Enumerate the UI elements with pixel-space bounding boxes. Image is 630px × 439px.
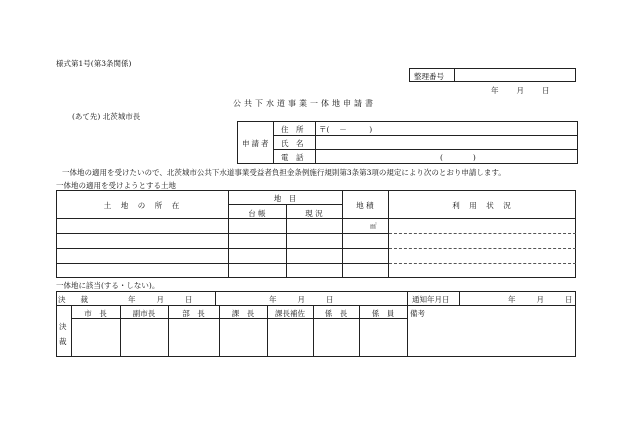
address-label: 住 所	[281, 125, 304, 134]
form-number: 様式第1号(第3条関係)	[56, 59, 132, 68]
role-director: 部 長	[182, 309, 205, 318]
header-category: 地 目	[273, 194, 297, 203]
header-actual: 現 況	[305, 209, 323, 218]
header-register: 台 帳	[248, 209, 266, 218]
side-label-2: 裁	[59, 337, 67, 346]
address-field[interactable]: 〒( － )	[319, 125, 373, 134]
phone-label: 電 話	[281, 153, 304, 162]
role-section-chief: 課 長	[231, 309, 255, 318]
decision-date-2[interactable]: 年 月 日	[269, 295, 336, 304]
remarks-label: 備考	[410, 309, 425, 318]
phone-field[interactable]: ( )	[440, 153, 476, 162]
notice-date[interactable]: 年 月 日	[508, 295, 575, 304]
applicant-group-label: 申請者	[242, 139, 271, 148]
addressee: (あて先) 北茨城市長	[72, 112, 141, 121]
application-date[interactable]: 年 月 日	[491, 86, 551, 95]
header-area: 地 積	[356, 201, 374, 210]
decision-label: 決 裁	[58, 295, 88, 304]
applicability: 一体地に該当(する・しない)。	[56, 281, 160, 290]
role-assistant-chief: 課長補佐	[275, 309, 305, 318]
role-deputy-mayor: 副市長	[132, 309, 156, 318]
decision-date-1[interactable]: 年 月 日	[128, 295, 195, 304]
document-title: 公共下水道事業一体地申請書	[233, 99, 376, 108]
land-section-title: 一体地の適用を受けようとする土地	[56, 181, 176, 190]
name-label: 氏 名	[281, 139, 304, 148]
area-unit: ㎡	[370, 222, 377, 230]
header-location: 土 地 の 所 在	[103, 201, 181, 210]
role-unit-chief: 係 長	[324, 309, 348, 318]
role-staff: 係 員	[371, 309, 395, 318]
role-mayor: 市 長	[84, 309, 107, 318]
header-usage: 利 用 状 況	[452, 201, 512, 210]
side-label-1: 決	[59, 322, 67, 331]
statement: 一体地の適用を受けたいので、北茨城市公共下水道事業受益者負担金条例施行規則第3条第3項の規定により次のとおり申請します。	[62, 168, 506, 177]
notice-label: 通知年月日	[412, 295, 450, 304]
reference-label: 整理番号	[414, 72, 444, 81]
